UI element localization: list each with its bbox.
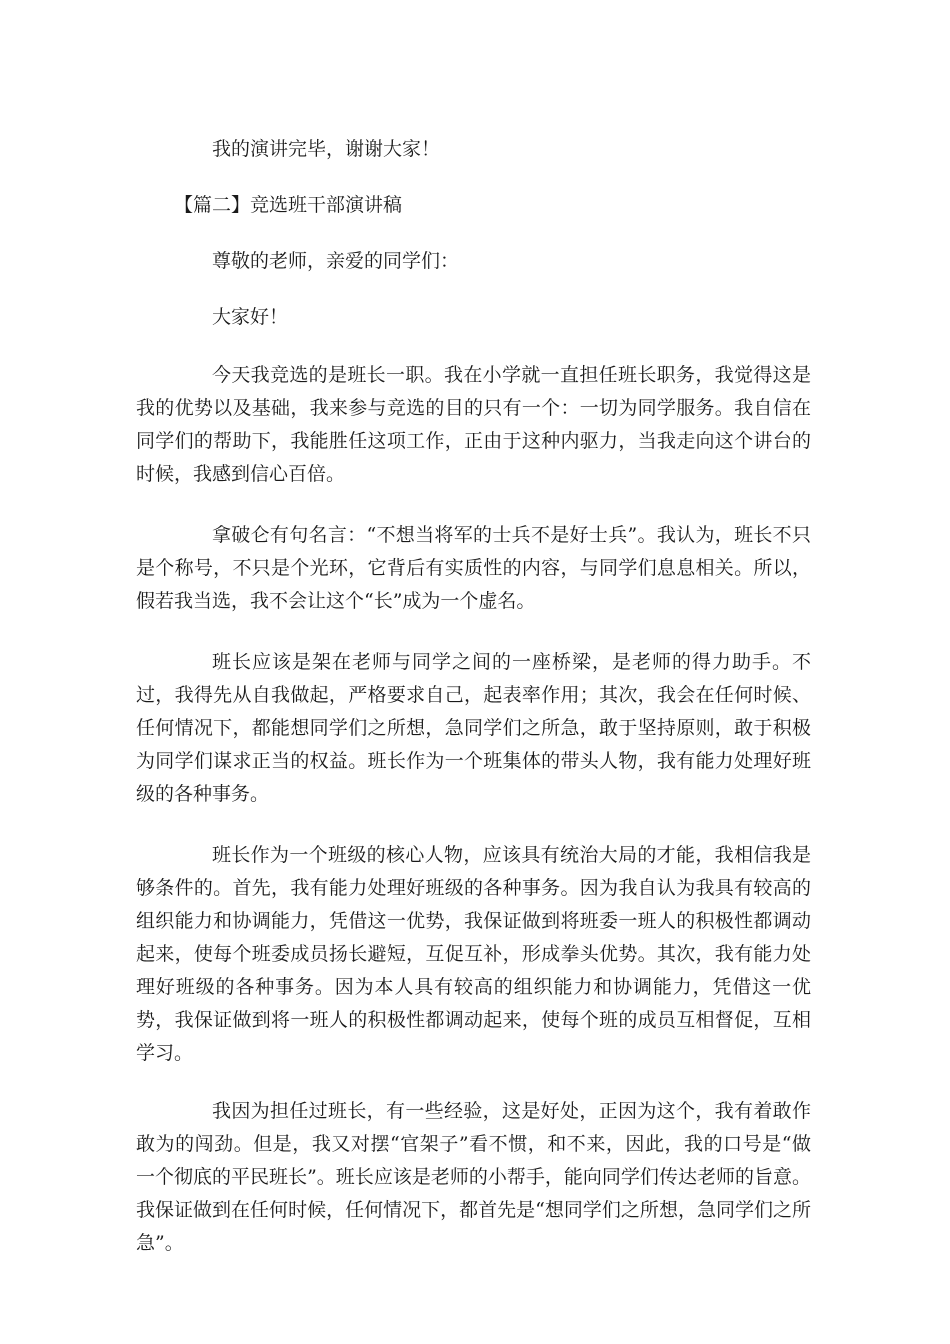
spacer	[136, 618, 811, 646]
document-body	[136, 133, 811, 1260]
spacer	[136, 491, 811, 519]
spacer	[136, 166, 811, 189]
paragraph-4: 班长作为一个班级的核心人物，应该具有统治大局的才能，我相信我是够条件的。首先，我有能力处理好班级的各种事务。因为我自认为我具有较高的组织能力和协调能力，凭借这一优势，我保证做到将班委一班人的积极性都调动起来，使每个班委成员扬长避短，互促互补，形成拳头优势。其次，我有能力处理好班级的各种事务。因为本人具有较高的组织能力和协调能力，凭借这一优势，我保证做到将一班人的积极性都调动起来，使每个班的成员互相督促，互相学习。	[136, 844, 811, 1064]
closing-line: 我的演讲完毕，谢谢大家！	[212, 138, 441, 160]
spacer	[136, 1070, 811, 1095]
paragraph-1: 今天我竞选的是班长一职。我在小学就一直担任班长职务，我觉得这是我的优势以及基础，我来参与竞选的目的只有一个：一切为同学服务。我自信在同学们的帮助下，我能胜任这项工作，正由于这种内驱力，当我走向这个讲台的时候，我感到信心百倍。	[136, 364, 811, 485]
spacer	[136, 278, 811, 301]
section-heading: 【篇二】竞选班干部演讲稿	[174, 194, 403, 216]
spacer	[136, 811, 811, 839]
salutation: 尊敬的老师，亲爱的同学们：	[212, 250, 460, 272]
greeting: 大家好！	[212, 306, 289, 328]
spacer	[136, 222, 811, 245]
paragraph-5: 我因为担任过班长，有一些经验，这是好处，正因为这个，我有着敢作敢为的闯劲。但是，我又对摆“官架子”看不惯，和不来，因此，我的口号是“做一个彻底的平民班长”。班长应该是老师的小帮手，能向同学们传达老师的旨意。我保证做到在任何时候，任何情况下，都首先是“想同学们之所想，急同学们之所急”。	[136, 1100, 811, 1254]
paragraph-2: 拿破仑有句名言：“不想当将军的士兵不是好士兵”。我认为，班长不只是个称号，不只是个光环，它背后有实质性的内容，与同学们息息相关。所以，假若我当选，我不会让这个“长”成为一个虚名。	[136, 524, 811, 612]
spacer	[136, 334, 811, 359]
paragraph-3: 班长应该是架在老师与同学之间的一座桥梁，是老师的得力助手。不过，我得先从自我做起，严格要求自己，起表率作用；其次，我会在任何时候、任何情况下，都能想同学们之所想，急同学们之所急，敢于坚持原则，敢于积极为同学们谋求正当的权益。班长作为一个班集体的带头人物，我有能力处理好班级的各种事务。	[136, 651, 811, 805]
